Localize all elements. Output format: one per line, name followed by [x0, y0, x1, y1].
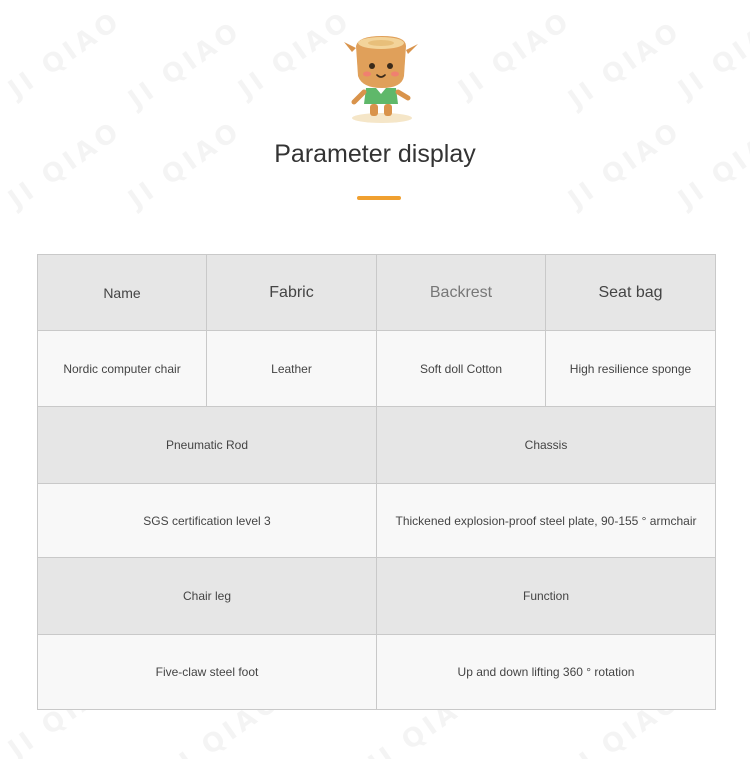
page-title: Parameter display — [274, 140, 476, 168]
watermark-text — [673, 5, 750, 104]
table-header-row — [38, 255, 716, 331]
header-name: Name — [38, 255, 207, 331]
header-backrest: Backrest — [377, 255, 546, 331]
cell-name-value: Nordic computer chair — [38, 331, 207, 407]
cell-fabric-value: Leather — [207, 331, 377, 407]
watermark-text — [3, 5, 127, 104]
table-row — [38, 558, 716, 635]
cell-function-label: Function — [377, 558, 716, 635]
watermark-text — [453, 5, 577, 104]
cell-function-value: Up and down lifting 360 ° rotation — [377, 635, 716, 710]
header-fabric: Fabric — [207, 255, 377, 331]
cell-pneumatic-rod-value: SGS certification level 3 — [38, 484, 377, 558]
parameter-table — [37, 254, 716, 710]
table-row — [38, 484, 716, 558]
table-row — [38, 407, 716, 484]
cell-seat-bag-value: High resilience sponge — [546, 331, 716, 407]
watermark-text — [563, 15, 687, 114]
watermark-text — [233, 5, 357, 104]
cell-chassis-label: Chassis — [377, 407, 716, 484]
tree-stump-mascot-icon — [342, 32, 420, 124]
cell-backrest-value: Soft doll Cotton — [377, 331, 546, 407]
watermark-text — [123, 15, 247, 114]
table-row — [38, 331, 716, 407]
table-row — [38, 635, 716, 710]
cell-chair-leg-label: Chair leg — [38, 558, 377, 635]
cell-chassis-value: Thickened explosion-proof steel plate, 90-155 ° armchair — [377, 484, 716, 558]
cell-pneumatic-rod-label: Pneumatic Rod — [38, 407, 377, 484]
cell-chair-leg-value: Five-claw steel foot — [38, 635, 377, 710]
header-seat-bag: Seat bag — [546, 255, 716, 331]
title-underline — [357, 196, 401, 200]
